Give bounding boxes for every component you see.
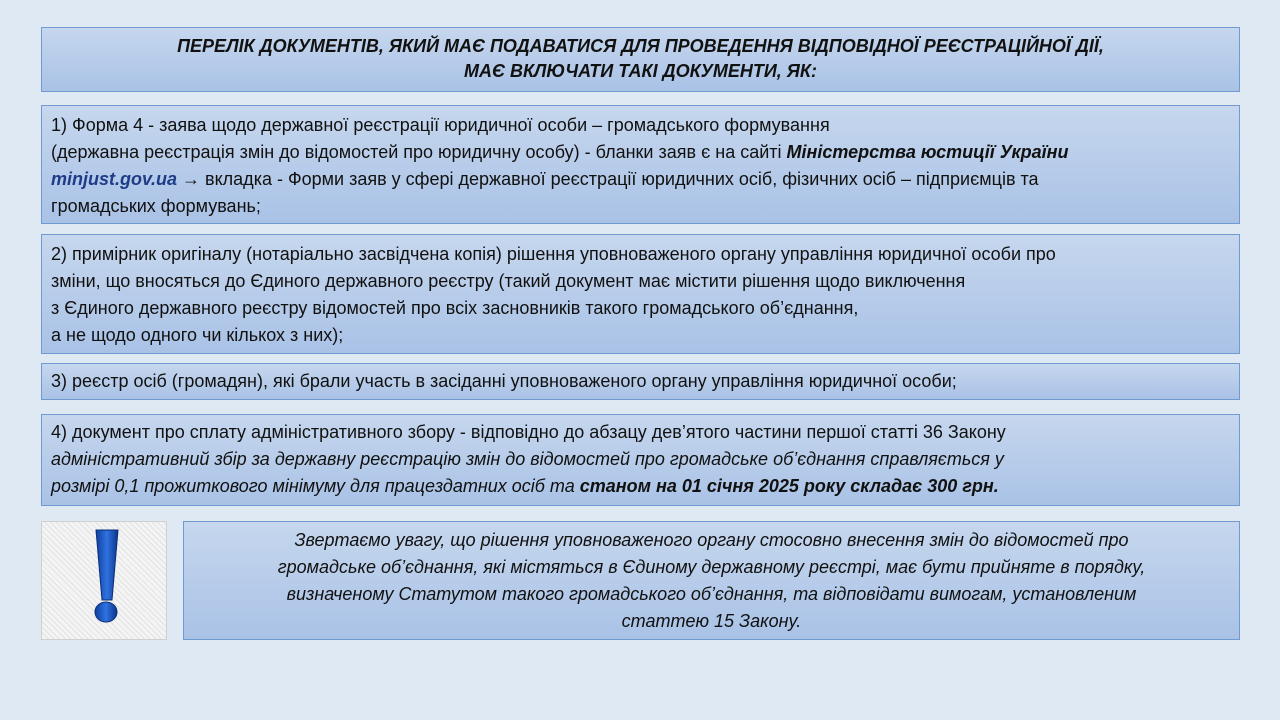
note-line-1: Звертаємо увагу, що рішення уповноваженого органу стосовно внесення змін до відомостей про <box>294 530 1129 550</box>
item1-line-4: громадських формувань; <box>51 196 261 216</box>
ministry-name: Міністерства юстиції України <box>786 142 1069 162</box>
item4-line-3 <box>51 473 1230 500</box>
item2-line-3: з Єдиного державного реєстру відомостей про всіх засновників такого громадського об’єднання, <box>51 298 859 318</box>
note-line-4: статтею 15 Закону. <box>621 611 802 631</box>
note-line-2: громадське об’єднання, які містяться в Єдиному державному реєстрі, має бути прийняте в порядку, <box>277 557 1146 577</box>
title-line-1: ПЕРЕЛІК ДОКУМЕНТІВ, ЯКИЙ МАЄ ПОДАВАТИСЯ ДЛЯ ПРОВЕДЕННЯ ВІДПОВІДНОЇ РЕЄСТРАЦІЙНОЇ ДІЇ, <box>177 36 1104 56</box>
item1-line-2 <box>51 139 1230 166</box>
item3-text: 3) реєстр осіб (громадян), які брали участь в засіданні уповноваженого органу управління юридичної особи; <box>51 371 957 391</box>
note-line-3: визначеному Статутом такого громадського об’єднання, та відповідати вимогам, установленим <box>286 584 1137 604</box>
item2-line-1: 2) примірник оригіналу (нотаріально засвідчена копія) рішення уповноваженого органу управління юридичної особи про <box>51 244 1056 264</box>
fee-amount: станом на 01 січня 2025 року складає 300 грн. <box>579 476 999 496</box>
list-item-2 <box>41 234 1240 354</box>
item1-line-1: 1) Форма 4 - заява щодо державної реєстрації юридичної особи – громадського формування <box>51 115 830 135</box>
item2-line-4: а не щодо одного чи кількох з них); <box>51 325 344 345</box>
warning-image <box>41 521 167 640</box>
list-item-3 <box>41 363 1240 400</box>
item1-line-3 <box>51 166 1230 193</box>
item1-line-2-text: (державна реєстрація змін до відомостей про юридичну особу) - бланки заяв є на сайті <box>51 142 787 162</box>
list-item-4 <box>41 414 1240 506</box>
page-title <box>41 27 1240 92</box>
item4-line-2: адміністративний збір за державну реєстрацію змін до відомостей про громадське об’єднання справляється у <box>51 449 1004 469</box>
item4-line-1: 4) документ про сплату адміністративного збору - відповідно до абзацу дев’ятого частини першої статті 36 Закону <box>51 422 1006 442</box>
minjust-link[interactable]: minjust.gov.ua <box>51 169 178 189</box>
item1-line-3-text: → вкладка - Форми заяв у сфері державної реєстрації юридичних осіб, фізичних осіб – підприємців та <box>177 169 1039 189</box>
attention-note <box>183 521 1240 640</box>
exclamation-icon <box>42 522 168 641</box>
item2-line-2: зміни, що вносяться до Єдиного державного реєстру (такий документ має містити рішення щодо виключення <box>51 271 966 291</box>
title-line-2: МАЄ ВКЛЮЧАТИ ТАКІ ДОКУМЕНТИ, ЯК: <box>464 61 817 81</box>
item4-line-3-text: розмірі 0,1 прожиткового мінімуму для працездатних осіб та <box>51 476 580 496</box>
list-item-1 <box>41 105 1240 224</box>
